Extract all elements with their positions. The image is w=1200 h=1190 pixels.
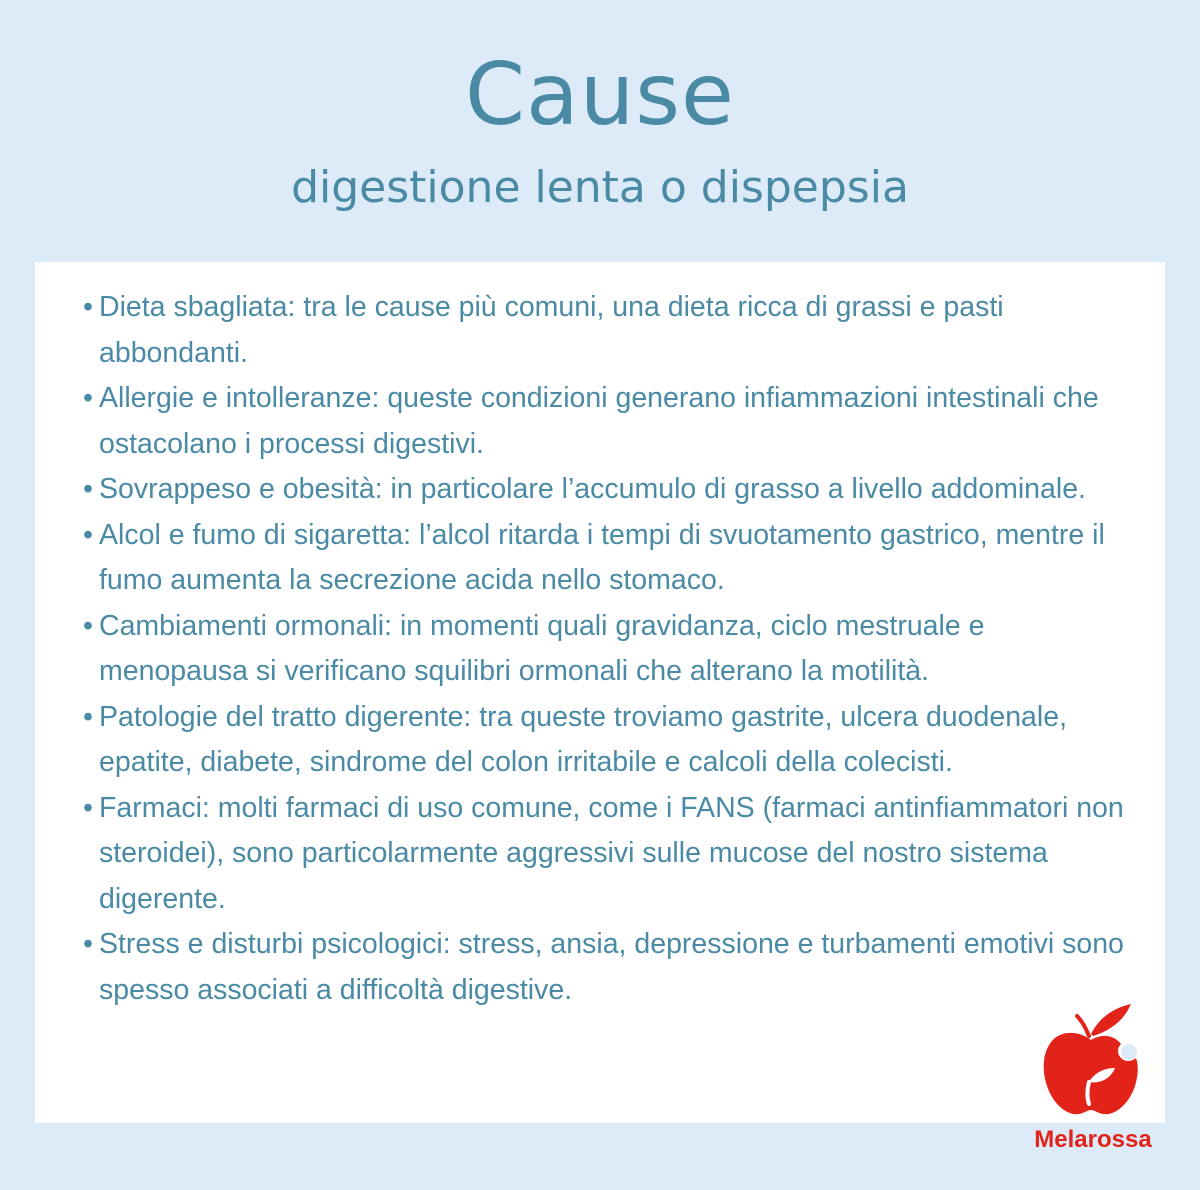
melarossa-logo	[1018, 1000, 1168, 1165]
page-title: Cause	[465, 45, 735, 145]
cause-text: Stress e disturbi psicologici: stress, ansia, depressione e turbamenti emotivi sono spesso associati a difficoltà digestive.	[99, 928, 1124, 1006]
cause-text: Sovrappeso e obesità: in particolare l’accumulo di grasso a livello addominale.	[99, 473, 1086, 505]
cause-item-pathologies	[83, 695, 1133, 786]
causes-list	[83, 285, 1133, 1013]
cause-text: Alcol e fumo di sigaretta: l’alcol ritarda i tempi di svuotamento gastrico, mentre il fumo aumenta la secrezione acida nello stomaco.	[99, 518, 1105, 596]
cause-text: Patologie del tratto digerente: tra queste troviamo gastrite, ulcera duodenale, epatite, diabete, sindrome del colon irritabile e calcoli della colecisti.	[99, 700, 1068, 778]
bullet-icon: •	[83, 928, 93, 960]
cause-item-hormones	[83, 604, 1133, 695]
cause-item-diet	[83, 285, 1133, 376]
cause-item-stress	[83, 922, 1133, 1013]
cause-item-alcohol-smoking	[83, 513, 1133, 604]
cause-item-drugs	[83, 786, 1133, 923]
cause-text: Allergie e intolleranze: queste condizioni generano infiammazioni intestinali che ostacolano i processi digestivi.	[99, 382, 1099, 460]
causes-card	[35, 262, 1165, 1123]
bullet-icon: •	[83, 791, 93, 824]
bullet-icon: •	[83, 700, 93, 733]
cause-item-allergies	[83, 376, 1133, 467]
cause-text: Cambiamenti ormonali: in momenti quali gravidanza, ciclo mestruale e menopausa si verificano squilibri ormonali che alterano la motilità.	[99, 609, 985, 687]
bullet-icon: •	[83, 609, 93, 642]
bullet-icon: •	[83, 473, 93, 505]
brand-name: Melarossa	[1034, 1126, 1152, 1153]
apple-logo-icon	[1041, 1000, 1141, 1118]
bullet-icon: •	[83, 291, 93, 323]
cause-item-overweight	[83, 467, 1133, 513]
cause-text: Farmaci: molti farmaci di uso comune, come i FANS (farmaci antinfiammatori non steroidei), sono particolarmente aggressivi sulle mucose del nostro sistema digerente.	[99, 791, 1124, 915]
page-subtitle: digestione lenta o dispepsia	[291, 162, 909, 213]
bullet-icon: •	[83, 518, 93, 551]
cause-text: Dieta sbagliata: tra le cause più comuni, una dieta ricca di grassi e pasti abbondanti.	[99, 291, 1004, 369]
bullet-icon: •	[83, 382, 93, 414]
